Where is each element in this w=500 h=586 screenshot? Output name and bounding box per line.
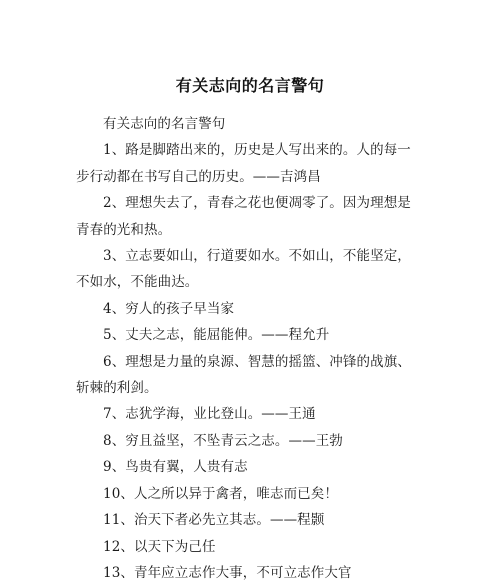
paragraph-intro: 有关志向的名言警句 bbox=[103, 116, 226, 132]
document-body bbox=[76, 111, 424, 586]
quote-item-4: 4、穷人的孩子早当家 bbox=[103, 300, 235, 317]
quote-item-7: 7、志犹学海，业比登山。——王通 bbox=[103, 406, 316, 423]
quote-item-10: 10、人之所以异于禽者，唯志而已矣！ bbox=[103, 485, 338, 502]
quote-item-8: 8、穷且益坚，不坠青云之志。——王勃 bbox=[103, 432, 343, 449]
quote-item-13: 13、青年应立志作大事，不可立志作大官 bbox=[103, 564, 352, 581]
quote-item-6: 6、理想是力量的泉源、智慧的摇篮、冲锋的战旗、斩棘的利剑。 bbox=[76, 353, 411, 397]
quote-item-5: 5、丈夫之志，能屈能伸。——程允升 bbox=[103, 327, 330, 344]
quote-item-12: 12、以天下为己任 bbox=[103, 538, 216, 555]
quote-item-2: 2、理想失去了，青春之花也便凋零了。因为理想是青春的光和热。 bbox=[76, 195, 411, 238]
document-title: 有关志向的名言警句 bbox=[175, 76, 325, 95]
quote-item-1: 1、路是脚踏出来的，历史是人写出来的。人的每一步行动都在书写自己的历史。——吉鸿昌 bbox=[76, 142, 411, 185]
quote-item-3: 3、立志要如山，行道要如水。不如山，不能坚定，不如水，不能曲达。 bbox=[76, 248, 411, 291]
quote-item-9: 9、鸟贵有翼，人贵有志 bbox=[103, 459, 248, 476]
quote-item-11: 11、治天下者必先立其志。——程颢 bbox=[103, 512, 325, 529]
